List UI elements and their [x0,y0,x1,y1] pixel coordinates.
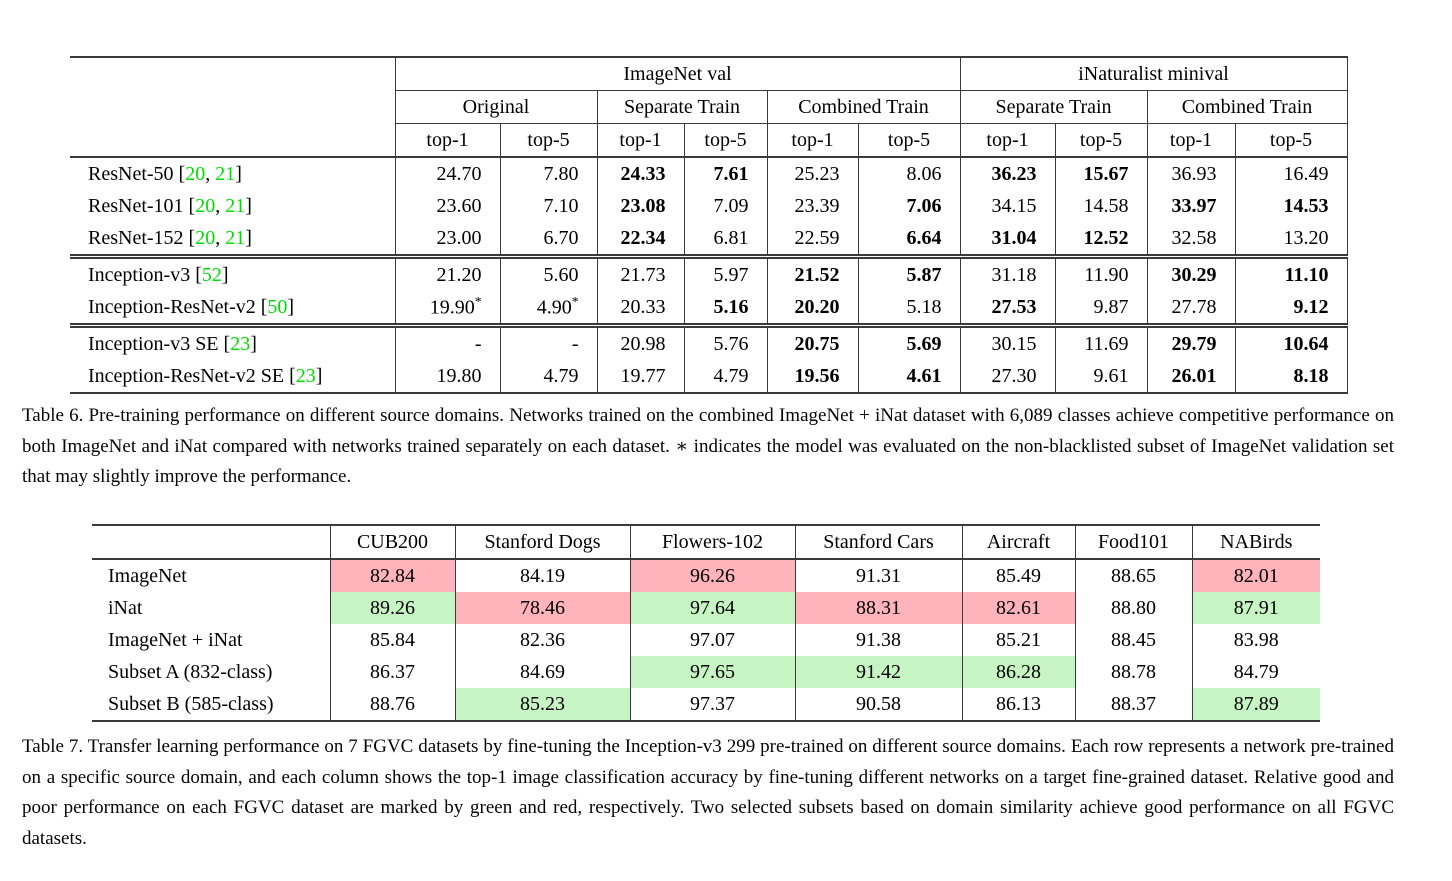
citation-number: 23 [230,332,251,355]
table6-trainmode-header: Separate Train [597,91,767,124]
table6-value-cell: 5.60 [500,257,597,292]
citation-number: 52 [201,263,222,286]
table7-value-cell: 88.45 [1075,624,1192,656]
table6-value-cell: 14.53 [1235,190,1347,222]
table7-value-cell: 85.23 [455,688,630,721]
table6-value-cell: 10.64 [1235,326,1347,361]
table7-value-cell: 87.91 [1192,592,1320,624]
table7-column-header: Stanford Dogs [455,525,630,559]
citation-number: 20 [185,162,206,185]
table6-metric-header: top-5 [500,124,597,158]
table7-column-header: Stanford Cars [795,525,962,559]
table6-value-cell: 4.90* [500,291,597,326]
table7-value-cell: 84.79 [1192,656,1320,688]
table6-row [70,257,1347,292]
table6-value-cell: 32.58 [1147,222,1235,257]
table7-value-cell: 78.46 [455,592,630,624]
table6-value-cell: - [395,326,500,361]
table7-value-cell: 97.07 [630,624,795,656]
table7-row-label: ImageNet + iNat [108,628,243,651]
table6-value-cell: 22.59 [767,222,858,257]
table6-dataset-header: iNaturalist minival [960,57,1347,91]
table7-value-cell: 85.21 [962,624,1075,656]
table7-value-cell: 88.65 [1075,559,1192,592]
table7-value-cell: 88.76 [330,688,455,721]
table7-value-cell: 82.01 [1192,559,1320,592]
table6-value-cell: 19.90* [395,291,500,326]
table6-value-cell: 20.20 [767,291,858,326]
table6-value-cell: 34.15 [960,190,1055,222]
table7-value-cell: 96.26 [630,559,795,592]
table6-value-cell: 5.18 [858,291,960,326]
table7-value-cell: 97.37 [630,688,795,721]
table6-value-cell: 12.52 [1055,222,1147,257]
table6-value-cell: 19.77 [597,360,684,393]
table6-value-cell: 20.98 [597,326,684,361]
table6-value-cell: 7.80 [500,157,597,190]
table6-value-cell: 36.93 [1147,157,1235,190]
table6-metric-header: top-5 [684,124,767,158]
table6-trainmode-header: Original [395,91,597,124]
table6-value-cell: 31.18 [960,257,1055,292]
table6-value-cell: 23.00 [395,222,500,257]
table7-header-row [92,525,1320,559]
table6-value-cell: 5.69 [858,326,960,361]
table6-value-cell: 30.29 [1147,257,1235,292]
table6-dataset-header: ImageNet val [395,57,960,91]
table7-column-header: NABirds [1192,525,1320,559]
table7-corner-cell [92,525,330,559]
table6-value-cell: 9.87 [1055,291,1147,326]
table7-value-cell: 86.13 [962,688,1075,721]
table7-value-cell: 91.42 [795,656,962,688]
table7-column-header: CUB200 [330,525,455,559]
table6-metric-header: top-5 [1235,124,1347,158]
table6-value-cell: 22.34 [597,222,684,257]
table6-value-cell: 16.49 [1235,157,1347,190]
table6-value-cell: 4.79 [684,360,767,393]
table6-metric-header: top-1 [597,124,684,158]
table6-row [70,190,1347,222]
table6-value-cell: 11.90 [1055,257,1147,292]
table6-value-cell: 14.58 [1055,190,1147,222]
table6-trainmode-header: Combined Train [767,91,960,124]
table7-value-cell: 91.38 [795,624,962,656]
table6-caption: Table 6. Pre-training performance on different source domains. Networks trained on the combined ImageNet + iNat dataset with 6,089 classes achieve competitive performance on both ImageNet and iNat compared with networks trained separately on each dataset. ∗ indicates the model was evaluated on the non-blacklisted subset of ImageNet validation set that may slightly improve the performance. [22,405,1394,488]
table7-value-cell: 85.49 [962,559,1075,592]
table6-value-cell: 7.09 [684,190,767,222]
table6-value-cell: 27.78 [1147,291,1235,326]
table6-value-cell: 8.18 [1235,360,1347,393]
table7-value-cell: 85.84 [330,624,455,656]
table6-value-cell: 15.67 [1055,157,1147,190]
table6-row [70,360,1347,393]
table6-metric-header: top-1 [960,124,1055,158]
table7-value-cell: 82.36 [455,624,630,656]
table7-value-cell: 88.31 [795,592,962,624]
table7-transfer-results [92,524,1320,722]
table7-value-cell: 88.37 [1075,688,1192,721]
table6-value-cell: 25.23 [767,157,858,190]
table6-row-label: ResNet-101 [20, 21] [88,194,252,217]
table7-row [92,656,1320,688]
table6-trainmode-header: Separate Train [960,91,1147,124]
table6-corner-cell [70,57,395,157]
table6-value-cell: 36.23 [960,157,1055,190]
table7-value-cell: 97.65 [630,656,795,688]
table6-value-cell: 23.60 [395,190,500,222]
table6-metric-header: top-1 [395,124,500,158]
table7-row [92,688,1320,721]
table6-row-label: Inception-ResNet-v2 [50] [88,295,295,318]
table7-column-header: Aircraft [962,525,1075,559]
table6-row [70,157,1347,190]
table6-value-cell: 21.20 [395,257,500,292]
table6-value-cell: 5.76 [684,326,767,361]
table6-value-cell: 30.15 [960,326,1055,361]
table6-metric-header: top-5 [858,124,960,158]
table6-row [70,326,1347,361]
table6-value-cell: 4.61 [858,360,960,393]
table6-value-cell: 20.75 [767,326,858,361]
table6-value-cell: 33.97 [1147,190,1235,222]
table6-value-cell: 24.33 [597,157,684,190]
table7-value-cell: 87.89 [1192,688,1320,721]
table6-value-cell: 11.69 [1055,326,1147,361]
table6-header-row-datasets [70,57,1347,91]
table6-value-cell: 20.33 [597,291,684,326]
table6-value-cell: 23.08 [597,190,684,222]
table7-value-cell: 86.37 [330,656,455,688]
table6-value-cell: 21.73 [597,257,684,292]
table6-row-label: Inception-ResNet-v2 SE [23] [70,360,395,393]
table7-column-header: Food101 [1075,525,1192,559]
table6-value-cell: 6.81 [684,222,767,257]
table6-value-cell: 13.20 [1235,222,1347,257]
citation-number: 20 [195,226,216,249]
table6-value-cell: 5.97 [684,257,767,292]
table7-value-cell: 91.31 [795,559,962,592]
table6-pretraining-results [70,56,1348,394]
table6-row-label: ResNet-152 [20, 21] [88,226,252,249]
table7-caption: Table 7. Transfer learning performance on 7 FGVC datasets by fine-tuning the Inception-v3 299 pre-trained on different source domains. Each row represents a network pre-trained on a specific source domain, and each column shows the top-1 image classification accuracy by fine-tuning different networks on a target fine-grained dataset. Relative good and poor performance on each FGVC dataset are marked by green and red, respectively. Two selected subsets based on domain similarity achieve good performance on all FGVC datasets. [22,736,1394,849]
table6-value-cell: 11.10 [1235,257,1347,292]
table7-row-label: Subset A (832-class) [108,660,273,683]
table7-value-cell: 84.69 [455,656,630,688]
table6-value-cell: 6.70 [500,222,597,257]
table6-value-cell: 5.87 [858,257,960,292]
table6-value-cell: 7.61 [684,157,767,190]
table7-column-header: Flowers-102 [630,525,795,559]
table7-row-label: ImageNet [108,564,187,587]
table6-value-cell: 26.01 [1147,360,1235,393]
table7-value-cell: 88.80 [1075,592,1192,624]
table7-row [92,624,1320,656]
table7 [92,524,1320,722]
table6-metric-header: top-1 [1147,124,1235,158]
table6-value-cell: 9.61 [1055,360,1147,393]
table6-metric-header: top-1 [767,124,858,158]
table7-value-cell: 84.19 [455,559,630,592]
table7-value-cell: 89.26 [330,592,455,624]
table6-value-cell: 19.56 [767,360,858,393]
table7-value-cell: 97.64 [630,592,795,624]
table7-row-label: iNat [108,596,143,619]
asterisk-marker: * [571,294,579,310]
table7-value-cell: 90.58 [795,688,962,721]
table7-value-cell: 82.61 [962,592,1075,624]
table6-value-cell: 31.04 [960,222,1055,257]
asterisk-marker: * [474,294,482,310]
table6-value-cell: - [500,326,597,361]
table6-value-cell: 9.12 [1235,291,1347,326]
table7-value-cell: 82.84 [330,559,455,592]
table6-row-label: Inception-v3 [52] [70,257,395,292]
table6-metric-header: top-5 [1055,124,1147,158]
table7-row [92,592,1320,624]
table6-value-cell: 29.79 [1147,326,1235,361]
citation-number: 50 [267,295,288,318]
table7-value-cell: 86.28 [962,656,1075,688]
table6-value-cell: 6.64 [858,222,960,257]
table6-value-cell: 4.79 [500,360,597,393]
table6-row [70,291,1347,326]
table7-row [92,559,1320,592]
citation-number: 20 [195,194,216,217]
citation-number: 21 [225,194,246,217]
table6-value-cell: 27.30 [960,360,1055,393]
table6-value-cell: 24.70 [395,157,500,190]
table6-value-cell: 7.10 [500,190,597,222]
table7-value-cell: 88.78 [1075,656,1192,688]
table6-row-label: Inception-v3 SE [23] [70,326,395,361]
table6-row-label: ResNet-50 [20, 21] [88,162,242,185]
citation-number: 21 [215,162,236,185]
table6-row [70,222,1347,257]
table6-value-cell: 19.80 [395,360,500,393]
table6-value-cell: 21.52 [767,257,858,292]
table6-value-cell: 27.53 [960,291,1055,326]
table6 [70,56,1348,394]
table7-row-label: Subset B (585-class) [92,688,330,721]
citation-number: 21 [225,226,246,249]
table7-value-cell: 83.98 [1192,624,1320,656]
table6-value-cell: 8.06 [858,157,960,190]
citation-number: 23 [295,364,316,387]
table6-value-cell: 5.16 [684,291,767,326]
table6-trainmode-header: Combined Train [1147,91,1347,124]
table6-value-cell: 23.39 [767,190,858,222]
table6-value-cell: 7.06 [858,190,960,222]
